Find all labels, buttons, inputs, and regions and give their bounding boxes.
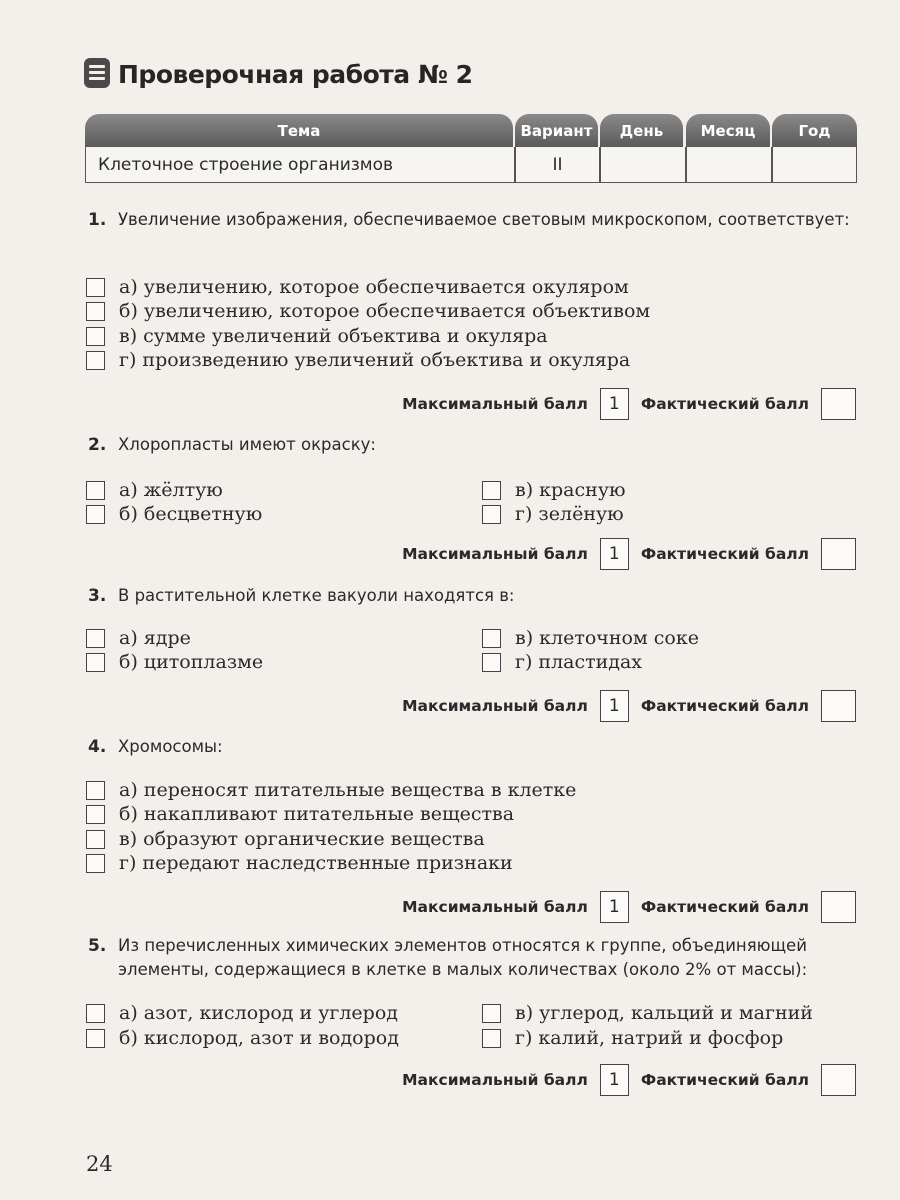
option-label: а) увеличению, которое обеспечивается окуляром bbox=[119, 276, 629, 298]
actual-score-label: Фактический балл bbox=[640, 898, 809, 916]
option-label: г) пластидах bbox=[515, 651, 643, 673]
checkbox[interactable] bbox=[86, 830, 105, 849]
column-month: Месяц bbox=[686, 114, 770, 147]
checkbox[interactable] bbox=[86, 302, 105, 321]
day-field[interactable] bbox=[600, 147, 686, 183]
column-day: День bbox=[600, 114, 683, 147]
column-topic: Тема bbox=[85, 114, 513, 147]
actual-score-field[interactable] bbox=[821, 690, 856, 722]
max-score-value: 1 bbox=[600, 388, 629, 420]
column-variant: Вариант bbox=[515, 114, 598, 147]
actual-score-label: Фактический балл bbox=[640, 395, 809, 413]
question-number: 5. bbox=[88, 936, 107, 956]
max-score-value: 1 bbox=[600, 891, 629, 923]
option-label: а) жёлтую bbox=[119, 479, 223, 501]
option-label: в) клеточном соке bbox=[515, 627, 699, 649]
question-text: Из перечисленных химических элементов относятся к группе, объединяющей элементы, содержащиеся в клетке в малых количествах (около 2% от массы): bbox=[118, 936, 808, 979]
answer-option[interactable] bbox=[482, 626, 699, 650]
actual-score-label: Фактический балл bbox=[640, 1071, 809, 1089]
answer-option[interactable] bbox=[482, 1001, 813, 1025]
checkbox[interactable] bbox=[86, 1004, 105, 1023]
answer-option[interactable] bbox=[482, 650, 642, 674]
question-text: Хромосомы: bbox=[118, 737, 223, 756]
answer-option[interactable] bbox=[86, 802, 514, 826]
option-label: б) увеличению, которое обеспечивается объективом bbox=[119, 300, 651, 322]
score-row bbox=[402, 388, 856, 420]
option-label: в) сумме увеличений объектива и окуляра bbox=[119, 325, 548, 347]
page-number: 24 bbox=[86, 1152, 113, 1176]
answer-option[interactable] bbox=[86, 827, 485, 851]
question-number: 4. bbox=[88, 737, 107, 757]
answer-option[interactable] bbox=[482, 1026, 783, 1050]
max-score-label: Максимальный балл bbox=[402, 1071, 588, 1089]
actual-score-label: Фактический балл bbox=[640, 697, 809, 715]
checkbox[interactable] bbox=[86, 327, 105, 346]
option-label: г) калий, натрий и фосфор bbox=[515, 1027, 784, 1049]
column-year: Год bbox=[772, 114, 857, 147]
checkbox[interactable] bbox=[482, 1029, 501, 1048]
checkbox[interactable] bbox=[86, 351, 105, 370]
score-row bbox=[402, 1064, 856, 1096]
answer-option[interactable] bbox=[86, 1001, 398, 1025]
option-label: б) бесцветную bbox=[119, 503, 263, 525]
year-field[interactable] bbox=[772, 147, 857, 183]
answer-option[interactable] bbox=[86, 626, 191, 650]
actual-score-field[interactable] bbox=[821, 388, 856, 420]
actual-score-field[interactable] bbox=[821, 891, 856, 923]
actual-score-field[interactable] bbox=[821, 1064, 856, 1096]
answer-option[interactable] bbox=[86, 502, 262, 526]
score-row bbox=[402, 690, 856, 722]
answer-option[interactable] bbox=[86, 778, 576, 802]
option-label: б) накапливают питательные вещества bbox=[119, 803, 515, 825]
answer-option[interactable] bbox=[86, 1026, 399, 1050]
score-row bbox=[402, 538, 856, 570]
question-number: 2. bbox=[88, 435, 107, 455]
max-score-label: Максимальный балл bbox=[402, 898, 588, 916]
checkbox[interactable] bbox=[86, 854, 105, 873]
worksheet-icon bbox=[84, 58, 110, 88]
max-score-value: 1 bbox=[600, 1064, 629, 1096]
option-label: г) передают наследственные признаки bbox=[119, 852, 513, 874]
answer-option[interactable] bbox=[86, 348, 630, 372]
answer-option[interactable] bbox=[482, 502, 624, 526]
checkbox[interactable] bbox=[482, 505, 501, 524]
option-label: в) красную bbox=[515, 479, 626, 501]
checkbox[interactable] bbox=[86, 629, 105, 648]
question-text: Хлоропласты имеют окраску: bbox=[118, 435, 376, 454]
question-text: В растительной клетке вакуоли находятся в: bbox=[118, 586, 515, 605]
checkbox[interactable] bbox=[86, 781, 105, 800]
question-number: 1. bbox=[88, 210, 107, 230]
variant-value: II bbox=[515, 147, 600, 183]
header-table bbox=[85, 114, 857, 184]
checkbox[interactable] bbox=[86, 481, 105, 500]
option-label: б) кислород, азот и водород bbox=[119, 1027, 399, 1049]
max-score-label: Максимальный балл bbox=[402, 395, 588, 413]
checkbox[interactable] bbox=[86, 805, 105, 824]
checkbox[interactable] bbox=[482, 1004, 501, 1023]
question-number: 3. bbox=[88, 586, 107, 606]
checkbox[interactable] bbox=[86, 278, 105, 297]
answer-option[interactable] bbox=[86, 299, 650, 323]
checkbox[interactable] bbox=[86, 505, 105, 524]
option-label: в) углерод, кальций и магний bbox=[515, 1002, 813, 1024]
checkbox[interactable] bbox=[86, 1029, 105, 1048]
score-row bbox=[402, 891, 856, 923]
option-label: а) азот, кислород и углерод bbox=[119, 1002, 398, 1024]
answer-option[interactable] bbox=[86, 650, 263, 674]
answer-option[interactable] bbox=[86, 275, 629, 299]
option-label: а) переносят питательные вещества в клетке bbox=[119, 779, 577, 801]
checkbox[interactable] bbox=[482, 481, 501, 500]
option-label: г) зелёную bbox=[515, 503, 624, 525]
answer-option[interactable] bbox=[482, 478, 626, 502]
max-score-label: Максимальный балл bbox=[402, 545, 588, 563]
question-text: Увеличение изображения, обеспечиваемое световым микроскопом, соответствует: bbox=[118, 210, 850, 229]
page-title: Проверочная работа № 2 bbox=[118, 60, 473, 89]
month-field[interactable] bbox=[686, 147, 772, 183]
max-score-value: 1 bbox=[600, 690, 629, 722]
checkbox[interactable] bbox=[86, 653, 105, 672]
option-label: б) цитоплазме bbox=[119, 651, 264, 673]
option-label: а) ядре bbox=[119, 627, 191, 649]
actual-score-field[interactable] bbox=[821, 538, 856, 570]
answer-option[interactable] bbox=[86, 478, 223, 502]
option-label: г) произведению увеличений объектива и окуляра bbox=[119, 349, 631, 371]
max-score-value: 1 bbox=[600, 538, 629, 570]
answer-option[interactable] bbox=[86, 324, 548, 348]
max-score-label: Максимальный балл bbox=[402, 697, 588, 715]
checkbox[interactable] bbox=[482, 653, 501, 672]
answer-option[interactable] bbox=[86, 851, 513, 875]
option-label: в) образуют органические вещества bbox=[119, 828, 485, 850]
topic-value: Клеточное строение организмов bbox=[85, 147, 515, 183]
actual-score-label: Фактический балл bbox=[640, 545, 809, 563]
checkbox[interactable] bbox=[482, 629, 501, 648]
